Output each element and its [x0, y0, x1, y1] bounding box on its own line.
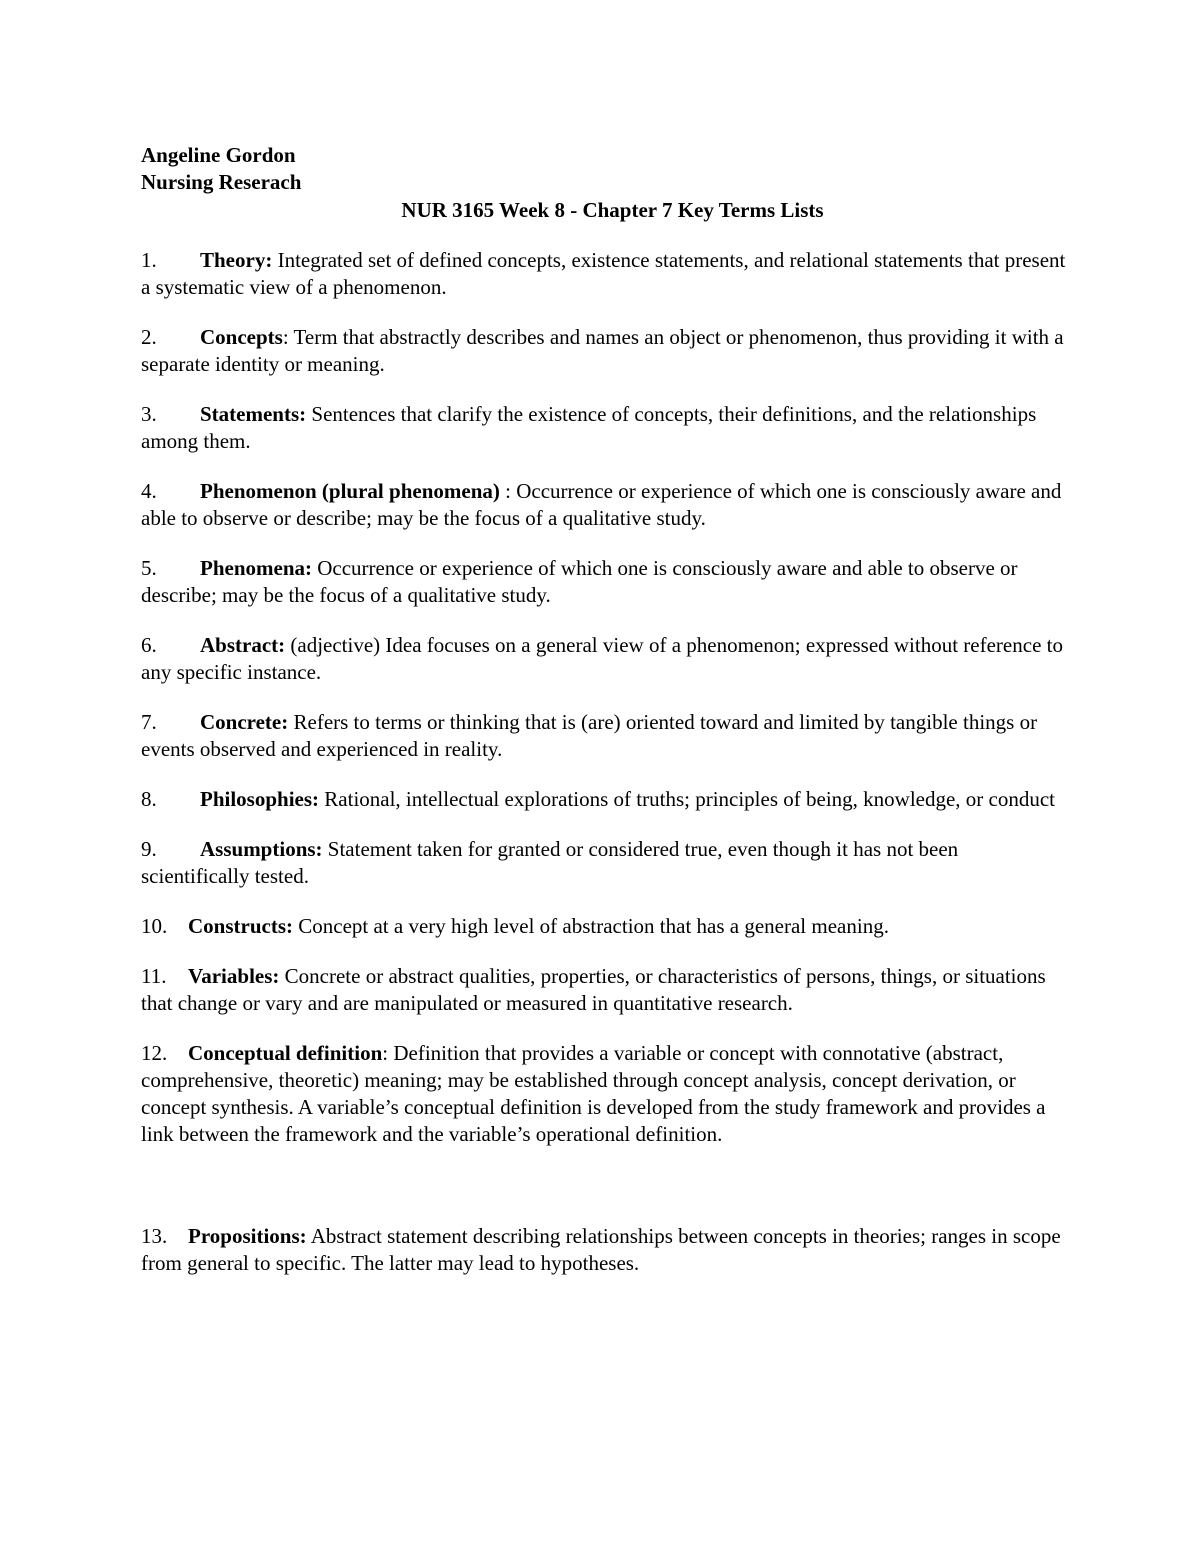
term-number: 12. [141, 1041, 168, 1065]
term-name: Theory: [200, 248, 273, 272]
term-definition: Rational, intellectual explorations of truths; principles of being, knowledge, or conduct [319, 787, 1056, 811]
term-number: 6. [141, 633, 157, 657]
term-definition: Statement taken for granted or considered true, even though it has not been scientifically tested. [141, 837, 959, 888]
term-definition: Concrete or abstract qualities, properties, or characteristics of persons, things, or situations that change or vary and are manipulated or measured in quantitative research. [141, 964, 1046, 1015]
term-definition: Abstract statement describing relationships between concepts in theories; ranges in scope from general to specific. The latter may lead to hypotheses. [141, 1224, 1061, 1275]
term-number: 1. [141, 248, 157, 272]
term-name: Propositions: [188, 1224, 307, 1248]
term-entry-constructs [141, 913, 1066, 940]
term-name: Phenomenon (plural phenomena) [200, 479, 500, 503]
term-number: 5. [141, 556, 157, 580]
term-name: Abstract: [200, 633, 286, 657]
term-definition: Concept at a very high level of abstraction that has a general meaning. [293, 914, 889, 938]
term-number: 8. [141, 787, 157, 811]
term-definition: : Definition that provides a variable or concept with connotative (abstract, comprehensive, theoretic) meaning; may be established through concept analysis, concept derivation, or concept synthesis. A variable’s conceptual definition is developed from the study framework and provides a link between the framework and the variable’s operational definition. [141, 1041, 1046, 1146]
term-number: 9. [141, 837, 157, 861]
term-entry-phenomena [141, 555, 1066, 609]
term-number: 3. [141, 402, 157, 426]
term-definition: Occurrence or experience of which one is consciously aware and able to observe or describe; may be the focus of a qualitative study. [141, 556, 1018, 607]
term-entry-concepts [141, 324, 1066, 378]
term-number: 2. [141, 325, 157, 349]
term-entry-theory [141, 247, 1066, 301]
term-entry-concrete [141, 709, 1066, 763]
term-entry-assumptions [141, 836, 1066, 890]
term-entry-philosophies [141, 786, 1066, 813]
term-definition: (adjective) Idea focuses on a general view of a phenomenon; expressed without reference to any specific instance. [141, 633, 1063, 684]
term-name: Assumptions: [200, 837, 323, 861]
author-name: Angeline Gordon [141, 143, 296, 167]
term-entry-conceptual-definition [141, 1040, 1066, 1148]
term-definition: : Term that abstractly describes and names an object or phenomenon, thus providing it with a separate identity or meaning. [141, 325, 1064, 376]
term-name: Phenomena: [200, 556, 312, 580]
course-name: Nursing Reserach [141, 170, 302, 194]
term-entry-phenomenon [141, 478, 1066, 532]
term-definition: Integrated set of defined concepts, existence statements, and relational statements that present a systematic view of a phenomenon. [141, 248, 1066, 299]
term-definition: Sentences that clarify the existence of concepts, their definitions, and the relationships among them. [141, 402, 1037, 453]
term-definition: : Occurrence or experience of which one is consciously aware and able to observe or describe; may be the focus of a qualitative study. [141, 479, 1062, 530]
term-name: Variables: [188, 964, 280, 988]
term-name: Concrete: [200, 710, 289, 734]
term-name: Conceptual definition [188, 1041, 383, 1065]
term-definition: Refers to terms or thinking that is (are) oriented toward and limited by tangible things or events observed and experienced in reality. [141, 710, 1038, 761]
term-name: Constructs: [188, 914, 293, 938]
term-entry-variables [141, 963, 1066, 1017]
term-number: 4. [141, 479, 157, 503]
term-number: 11. [141, 964, 167, 988]
term-entry-abstract [141, 632, 1066, 686]
term-number: 10. [141, 914, 168, 938]
term-name: Philosophies: [200, 787, 320, 811]
term-number: 7. [141, 710, 157, 734]
document-title: NUR 3165 Week 8 - Chapter 7 Key Terms Lists [401, 198, 824, 222]
term-entry-propositions [141, 1223, 1066, 1277]
document-page [141, 142, 1066, 1277]
term-number: 13. [141, 1224, 168, 1248]
term-name: Statements: [200, 402, 307, 426]
term-entry-statements [141, 401, 1066, 455]
term-name: Concepts [200, 325, 283, 349]
